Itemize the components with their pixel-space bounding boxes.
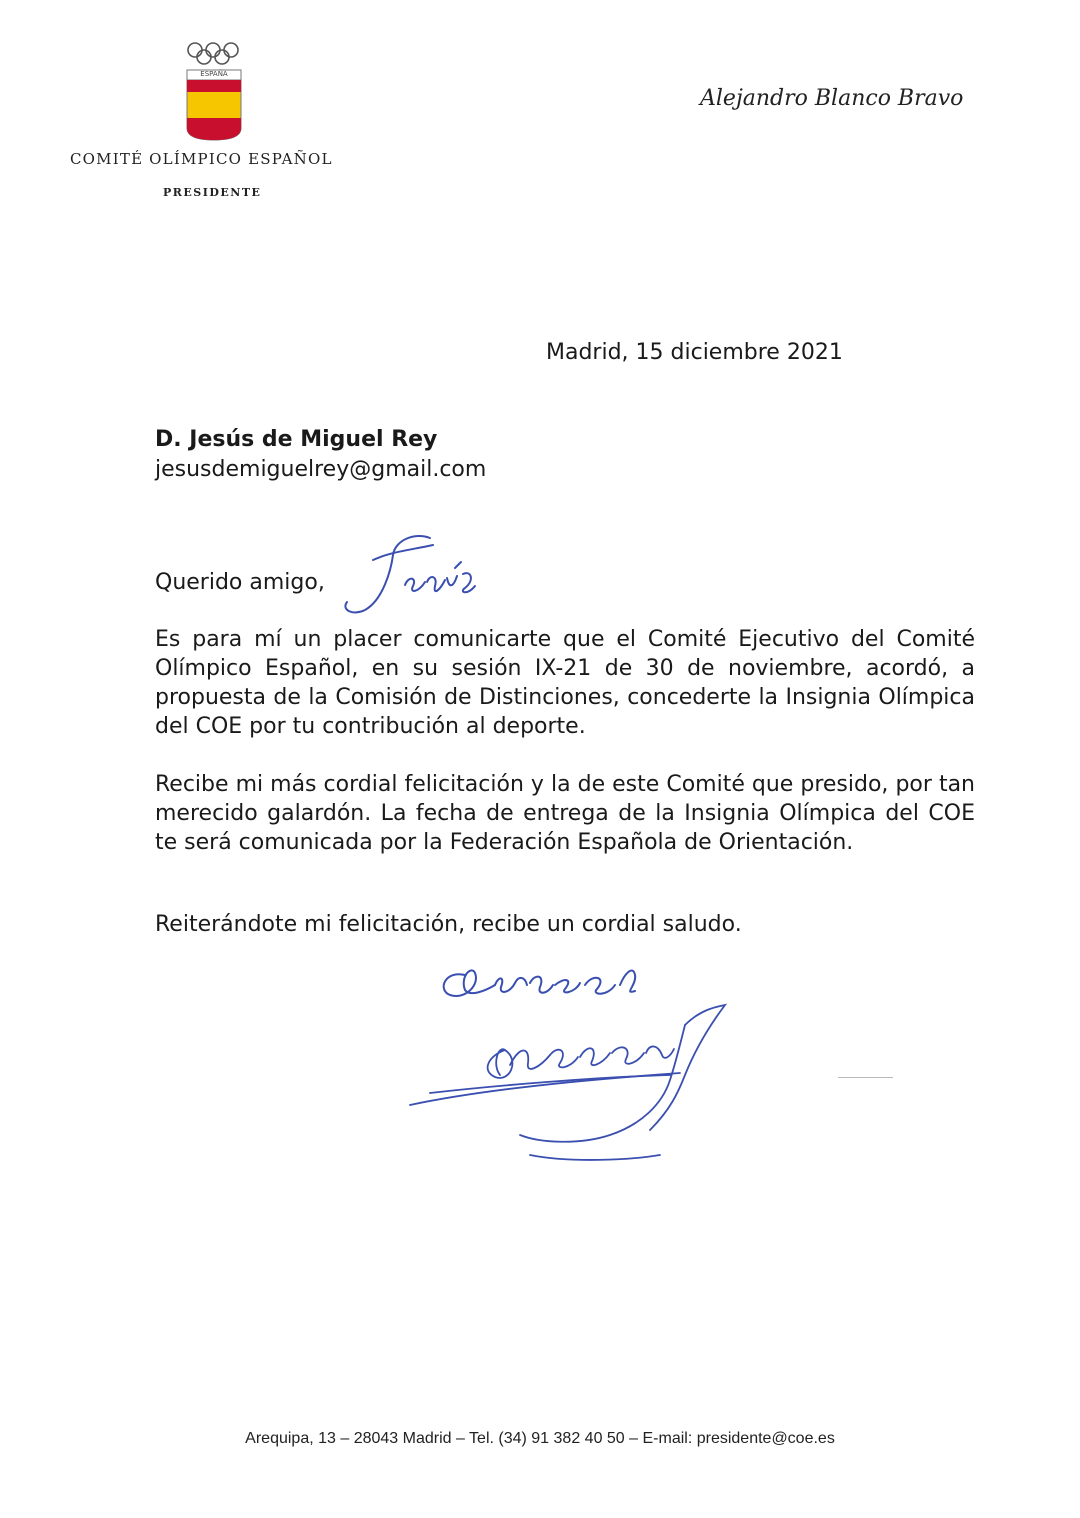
paragraph-1: Es para mí un placer comunicarte que el Comité Ejecutivo del Comité Olímpico Español, en su sesión IX-21 de 30 de noviembre, acordó, a propuesta de la Comisión de Distinciones, concederte la Insignia Olímpica del COE por tu contribución al deporte. [155, 627, 975, 739]
footer-address: Arequipa, 13 – 28043 Madrid – Tel. (34) 91 382 40 50 – E-mail: presidente@coe.es [245, 1430, 835, 1447]
logo-label: ESPAÑA [200, 70, 228, 78]
coe-logo [183, 40, 245, 142]
organization-name: COMITÉ OLÍMPICO ESPAÑOL [70, 150, 333, 168]
handwritten-name [335, 530, 495, 625]
salutation: Querido amigo, [155, 570, 325, 595]
president-name: Alejandro Blanco Bravo [700, 86, 964, 111]
recipient-email: jesusdemiguelrey@gmail.com [155, 457, 487, 482]
closing-line: Reiterándote mi felicitación, recibe un cordial saludo. [155, 912, 742, 937]
paragraph-2: Recibe mi más cordial felicitación y la de este Comité que presido, por tan merecido galardón. La fecha de entrega de la Insignia Olímpica del COE te será comunicada por la Federación Española de Orientación. [155, 772, 975, 855]
letter-date: Madrid, 15 diciembre 2021 [546, 340, 843, 365]
olympic-shield-icon [183, 40, 245, 142]
stray-line [838, 1077, 893, 1078]
signature [400, 995, 760, 1170]
president-role: PRESIDENTE [163, 186, 262, 199]
recipient-name: D. Jesús de Miguel Rey [155, 427, 438, 452]
